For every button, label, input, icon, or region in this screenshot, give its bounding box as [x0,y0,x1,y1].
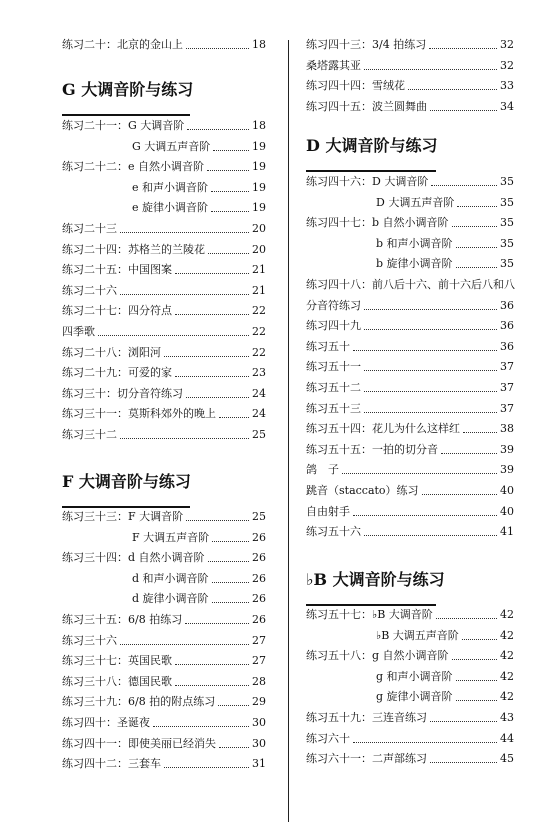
toc-entry-page: 27 [252,654,266,668]
dot-leader [441,453,497,454]
toc-entry-page: 24 [252,407,266,421]
toc-entry-page: 36 [500,339,514,353]
toc-entry [62,509,266,525]
toc-entry [306,78,514,94]
toc-entry-page: 30 [252,716,266,729]
toc-entry-page: 21 [252,263,266,277]
dot-leader [219,417,249,418]
dot-leader [186,397,249,398]
toc-entry-page: 35 [500,195,514,209]
section-heading: F 大调音阶与练习 [62,472,191,491]
toc-entry [306,277,514,293]
toc-entry-page: 19 [252,160,266,174]
toc-entry-page: 37 [500,381,514,394]
toc-entry [306,215,514,231]
toc-entry-title: 练习五十三 [306,401,361,415]
dot-leader [175,314,249,315]
toc-entry [62,694,266,710]
dot-leader [218,705,249,706]
toc-entry-page: 21 [252,283,266,297]
toc-entry-title: 练习二十二：e 自然小调音阶 [62,160,205,174]
toc-entry-title: b 和声小调音阶 [376,236,453,250]
toc-entry-title: 练习六十 [306,731,350,745]
dot-leader [211,211,249,212]
toc-entry [306,648,514,664]
toc-entry-title: 练习三十七：英国民歌 [62,654,172,668]
toc-entry-title: 练习五十四：花儿为什么这样红 [306,422,460,436]
toc-entry-page: 29 [252,695,266,709]
section-heading: ♭B 大调音阶与练习 [306,570,445,589]
dot-leader [120,232,249,233]
toc-entry [306,524,514,540]
toc-entry-page: 19 [252,180,266,194]
dot-leader [120,438,249,439]
toc-entry-page: 22 [252,304,266,318]
toc-entry [306,380,514,396]
toc-entry-title: 练习三十四：d 自然小调音阶 [62,551,205,565]
toc-entry [306,236,514,252]
toc-entry [62,427,266,443]
toc-entry-title: 练习二十五：中国图案 [62,263,172,277]
toc-entry-title: 练习三十二 [62,428,117,441]
toc-entry-page: 26 [252,551,266,565]
toc-entry-title: 练习四十九 [306,319,361,333]
toc-entry [62,139,266,155]
toc-entry-title: 练习六十一：二声部练习 [306,752,427,766]
dot-leader [219,747,249,748]
dot-leader [456,267,497,268]
section-underline [62,506,190,508]
toc-entry-title: e 和声小调音阶 [132,180,209,194]
dot-leader [457,206,497,207]
dot-leader [452,659,497,660]
dot-leader [175,273,249,274]
toc-entry-title: ♭B 大调五声音阶 [376,628,459,642]
toc-entry [62,345,266,361]
toc-entry [62,303,266,319]
dot-leader [153,726,249,727]
toc-entry [62,571,266,587]
toc-entry-page: 26 [252,571,266,585]
toc-entry [62,715,266,731]
dot-leader [342,473,497,474]
toc-entry [62,633,266,649]
section-underline [62,114,190,116]
toc-entry-page: 18 [252,119,266,132]
toc-entry [62,406,266,422]
toc-entry-title: 鸽 子 [306,463,339,477]
dot-leader [436,618,497,619]
dot-leader [353,350,497,351]
toc-entry-page: 35 [500,257,514,271]
toc-entry-title: 练习五十 [306,339,350,353]
toc-entry-title: e 旋律小调音阶 [132,201,209,215]
toc-entry-title: 自由射手 [306,504,350,518]
toc-entry [62,530,266,546]
toc-entry-title: 练习五十九：三连音练习 [306,711,427,724]
toc-entry-page: 26 [252,592,266,606]
dot-leader [364,370,497,371]
column-divider [288,40,289,822]
dot-leader [353,742,497,743]
toc-entry-title: 练习四十五：波兰圆舞曲 [306,100,427,113]
toc-entry-page: 18 [252,38,266,51]
dot-leader [364,309,497,310]
toc-entry-page: 39 [500,463,514,477]
section-underline [306,170,436,172]
toc-entry-page: 36 [500,319,514,333]
toc-entry-title: 跳音（staccato）练习 [306,484,419,497]
toc-entry-page: 32 [500,59,514,72]
toc-entry [62,37,266,53]
toc-entry-title: 练习二十六 [62,283,117,297]
toc-entry-page: 37 [500,360,514,374]
toc-entry-title: 练习四十一：即使美丽已经消失 [62,736,216,750]
toc-entry-page: 22 [252,325,266,338]
dot-leader [463,432,497,433]
toc-entry-page: 40 [500,484,514,497]
dot-leader [186,520,249,521]
dot-leader [208,253,249,254]
toc-entry-title: 练习二十四：苏格兰的兰陵花 [62,242,205,256]
dot-leader [408,89,497,90]
dot-leader [120,294,249,295]
toc-entry-title: 练习五十八：g 自然小调音阶 [306,649,449,663]
toc-entry-title: 练习四十七：b 自然小调音阶 [306,216,449,230]
toc-entry-title: 练习二十：北京的金山上 [62,38,183,51]
toc-entry-page: 30 [252,736,266,750]
toc-entry [62,365,266,381]
dot-leader [213,150,249,151]
toc-entry-page: 19 [252,201,266,215]
toc-entry [306,504,514,520]
toc-entry-page: 44 [500,731,514,745]
dot-leader [164,356,249,357]
toc-entry-page: 40 [500,504,514,518]
toc-entry-page: 42 [500,628,514,642]
toc-entry-title: 练习二十三 [62,222,117,235]
toc-entry-page: 26 [252,530,266,544]
toc-entry-page: 39 [500,442,514,456]
toc-entry-page: 19 [252,139,266,153]
toc-entry-title: 练习五十五：一拍的切分音 [306,442,438,456]
dot-leader [212,582,249,583]
toc-entry [306,607,514,623]
toc-entry-page: 38 [500,422,514,436]
toc-entry [306,359,514,375]
section-heading: G 大调音阶与练习 [62,80,194,99]
toc-entry [306,58,514,74]
toc-entry-page: 45 [500,752,514,766]
toc-entry-page: 43 [500,711,514,724]
toc-entry-title: 练习四十八：前八后十六、前十六后八和八 [306,278,515,291]
toc-entry-page: 42 [500,608,514,621]
toc-entry [62,756,266,772]
dot-leader [422,494,497,495]
toc-entry-page: 42 [500,690,514,704]
toc-entry-title: F 大调五声音阶 [132,530,210,544]
toc-entry-title: 练习二十九：可爱的家 [62,366,172,380]
toc-entry-page: 36 [500,298,514,312]
dot-leader [456,247,497,248]
toc-entry-page: 42 [500,649,514,663]
toc-entry-page: 25 [252,428,266,441]
toc-entry-page: 26 [252,613,266,626]
toc-entry-title: 分音符练习 [306,298,361,312]
toc-entry-title: 练习三十九：6/8 拍的附点练习 [62,695,216,709]
toc-entry [62,242,266,258]
toc-entry [306,689,514,705]
toc-entry-title: 练习五十七：♭B 大调音阶 [306,608,433,621]
toc-entry [306,195,514,211]
dot-leader [353,515,497,516]
toc-entry-title: 练习四十四：雪绒花 [306,79,405,92]
toc-entry [62,736,266,752]
toc-entry [306,669,514,685]
dot-leader [430,762,497,763]
dot-leader [364,535,497,536]
toc-entry-page: 31 [252,757,266,771]
toc-entry [62,386,266,402]
toc-entry-page: 42 [500,669,514,683]
toc-entry-page: 20 [252,242,266,256]
toc-entry [306,37,514,53]
dot-leader [430,110,497,111]
toc-entry-title: g 旋律小调音阶 [376,690,453,704]
toc-entry [62,262,266,278]
section-heading: D 大调音阶与练习 [306,136,438,155]
dot-leader [462,639,497,640]
toc-entry [306,298,514,314]
dot-leader [212,541,249,542]
toc-entry-page: 22 [252,345,266,359]
toc-entry-title: G 大调五声音阶 [132,139,211,153]
toc-entry [306,462,514,478]
toc-entry-page: 23 [252,366,266,380]
toc-entry [306,710,514,726]
toc-entry [62,324,266,340]
toc-entry [62,221,266,237]
toc-entry-title: 练习二十七：四分符点 [62,304,172,318]
toc-entry-page: 37 [500,401,514,415]
toc-entry [62,283,266,299]
toc-entry [306,318,514,334]
toc-entry [306,751,514,767]
toc-entry-title: 练习三十五：6/8 拍练习 [62,613,183,626]
toc-entry-title: b 旋律小调音阶 [376,257,453,271]
toc-entry-page: 24 [252,386,266,400]
dot-leader [211,191,249,192]
dot-leader [212,602,249,603]
toc-entry-title: 桑塔露其亚 [306,59,361,72]
dot-leader [98,335,249,336]
toc-entry-title: 练习三十三：F 大调音阶 [62,510,184,523]
toc-entry [306,339,514,355]
toc-entry [62,118,266,134]
toc-entry-page: 35 [500,216,514,230]
toc-entry-page: 27 [252,633,266,647]
toc-entry-page: 28 [252,674,266,688]
dot-leader [364,69,497,70]
toc-entry-title: 练习三十六 [62,633,117,647]
dot-leader [456,700,497,701]
toc-entry [306,483,514,499]
toc-entry [62,674,266,690]
toc-entry-page: 41 [500,525,514,539]
toc-entry [62,200,266,216]
toc-entry-title: 练习四十三：3/4 拍练习 [306,38,427,51]
toc-entry-title: d 旋律小调音阶 [132,592,209,606]
toc-entry-page: 33 [500,79,514,92]
dot-leader [120,644,249,645]
dot-leader [208,561,249,562]
toc-entry [62,550,266,566]
toc-entry [62,180,266,196]
toc-entry-title: 练习五十二 [306,381,361,394]
toc-entry-page: 25 [252,510,266,523]
toc-entry-title: 练习二十八：浏阳河 [62,345,161,359]
toc-entry-title: 练习三十：切分音符练习 [62,386,183,400]
toc-entry-title: 四季歌 [62,325,95,338]
toc-entry-title: 练习五十六 [306,525,361,539]
dot-leader [364,391,497,392]
toc-entry [306,401,514,417]
dot-leader [364,412,497,413]
toc-entry-title: 练习三十八：德国民歌 [62,674,172,688]
dot-leader [175,664,249,665]
dot-leader [187,129,249,130]
toc-entry-title: 练习三十一：莫斯科郊外的晚上 [62,407,216,421]
toc-entry [306,421,514,437]
toc-entry [62,612,266,628]
toc-entry-page: 35 [500,175,514,188]
toc-entry [62,591,266,607]
dot-leader [364,329,497,330]
toc-entry-title: g 和声小调音阶 [376,669,453,683]
section-underline [306,604,436,606]
dot-leader [452,226,497,227]
dot-leader [175,685,249,686]
dot-leader [207,170,249,171]
toc-entry-page: 20 [252,222,266,235]
dot-leader [430,721,497,722]
toc-entry-page: 32 [500,38,514,51]
toc-entry-title: D 大调五声音阶 [376,195,455,209]
dot-leader [164,767,249,768]
toc-entry-page: 35 [500,236,514,250]
toc-entry [306,174,514,190]
toc-entry [306,442,514,458]
toc-entry-title: d 和声小调音阶 [132,571,209,585]
toc-entry [62,653,266,669]
toc-entry [306,256,514,272]
toc-entry-title: 练习五十一 [306,360,361,374]
dot-leader [431,185,497,186]
toc-entry [62,159,266,175]
toc-entry-title: 练习四十：圣诞夜 [62,716,150,729]
toc-entry-title: 练习四十六：D 大调音阶 [306,175,429,188]
dot-leader [175,376,249,377]
dot-leader [456,680,497,681]
toc-entry [306,731,514,747]
toc-entry-title: 练习四十二：三套车 [62,757,161,771]
dot-leader [186,48,249,49]
toc-entry-page: 34 [500,100,514,113]
toc-entry-title: 练习二十一：G 大调音阶 [62,119,185,132]
dot-leader [185,623,249,624]
dot-leader [429,48,497,49]
toc-entry [306,628,514,644]
toc-entry [306,99,514,115]
